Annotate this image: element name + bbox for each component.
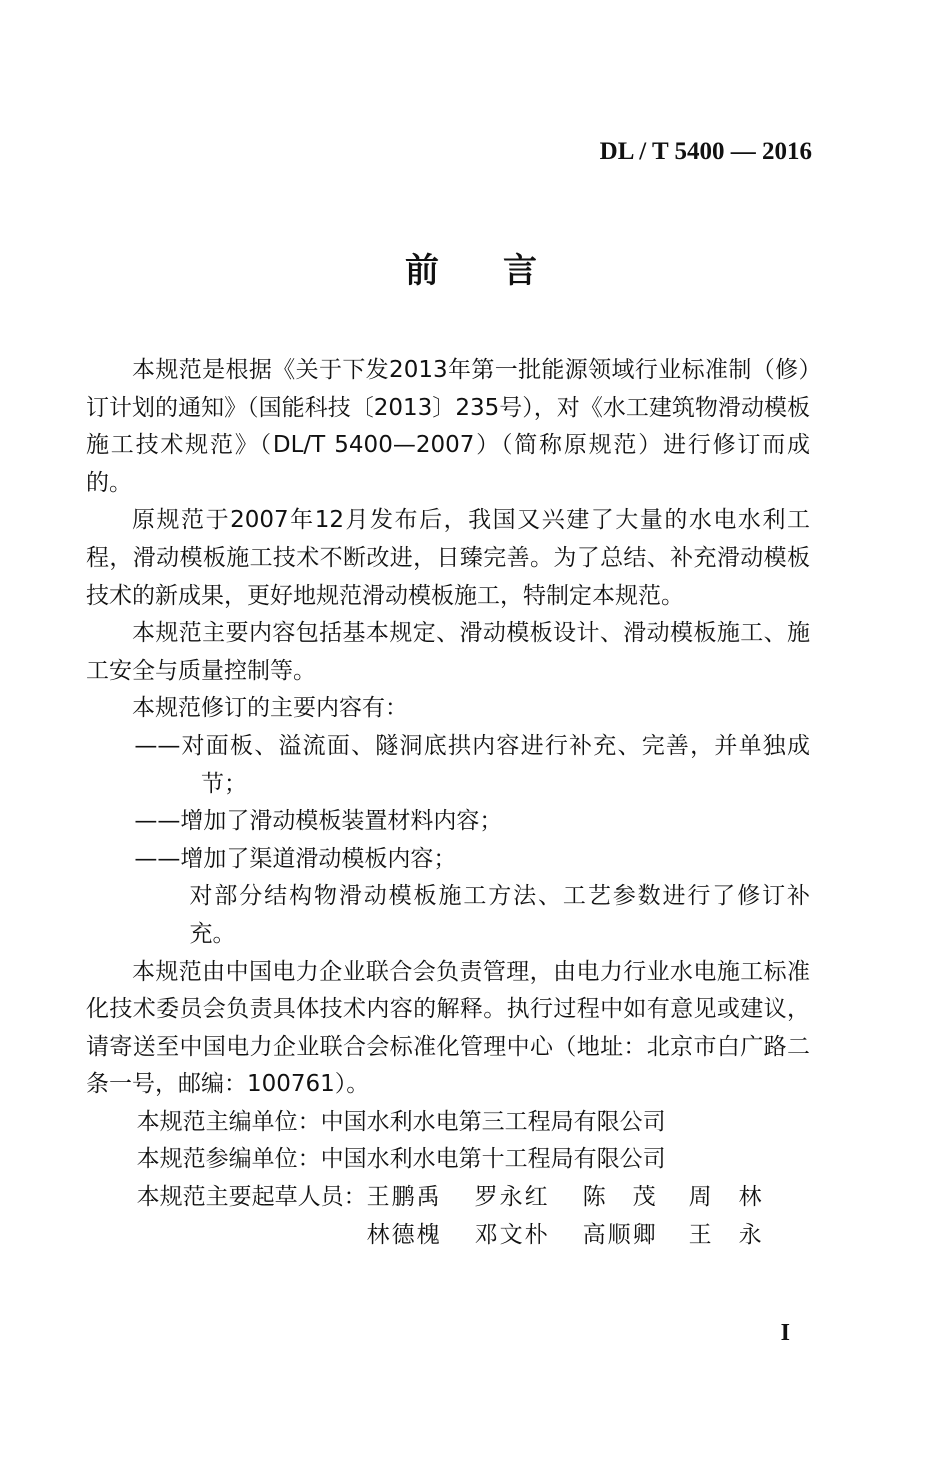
drafter-name: 王鹏禹: [366, 1184, 442, 1211]
chief-editor-unit: 本规范主编单位：中国水利水电第三工程局有限公司: [136, 1108, 666, 1135]
drafter-name: 林德槐: [366, 1221, 442, 1248]
drafters-names: [367, 1179, 773, 1254]
paragraph-management: 本规范由中国电力企业联合会负责管理，由电力行业水电施工标准化技术委员会负责具体技术内容的解释。执行过程中如有意见或建议，请寄送至中国电力企业联合会标准化管理中心（地址：北京市白广路二条一号，邮编：100761）。: [86, 958, 810, 1098]
revision-item: ——对面板、溢流面、隧洞底拱内容进行补充、完善，并单独成节；: [134, 732, 810, 797]
page-title: 前言: [405, 251, 601, 291]
drafters-label: 本规范主要起草人员：: [136, 1184, 367, 1211]
paragraph-contents: 本规范主要内容包括基本规定、滑动模板设计、滑动模板施工、施工安全与质量控制等。: [86, 620, 810, 684]
drafter-name: 陈 茂: [582, 1184, 658, 1211]
drafter-name: 王 永: [688, 1221, 764, 1248]
standard-code: DL / T 5400 — 2016: [599, 138, 812, 165]
revision-item: ——增加了渠道滑动模板内容；: [134, 845, 457, 872]
co-editor-unit: 本规范参编单位：中国水利水电第十工程局有限公司: [136, 1146, 666, 1173]
document-body: [86, 352, 810, 1254]
drafters-block: [86, 1179, 810, 1254]
revision-item: ——增加了滑动模板装置材料内容；: [134, 808, 503, 835]
drafter-name: 罗永红: [474, 1184, 550, 1211]
page-number: I: [780, 1320, 790, 1346]
drafter-name: 邓文朴: [474, 1221, 550, 1248]
revision-item-extra: 对部分结构物滑动模板施工方法、工艺参数进行了修订补充。: [189, 883, 810, 947]
drafter-name: 高顺卿: [582, 1221, 658, 1248]
paragraph-background: 原规范于2007年12月发布后，我国又兴建了大量的水电水利工程，滑动模板施工技术不断改进，日臻完善。为了总结、补充滑动模板技术的新成果，更好地规范滑动模板施工，特制定本规范。: [86, 507, 810, 609]
paragraph-revision-intro: 本规范修订的主要内容有：: [132, 695, 408, 722]
drafter-name: 周 林: [688, 1184, 764, 1211]
paragraph-basis: 本规范是根据《关于下发2013年第一批能源领域行业标准制（修）订计划的通知》（国能科技〔2013〕235号），对《水工建筑物滑动模板施工技术规范》（DL/T 5400—2007）（简称原规范）进行修订而成的。: [86, 357, 810, 496]
